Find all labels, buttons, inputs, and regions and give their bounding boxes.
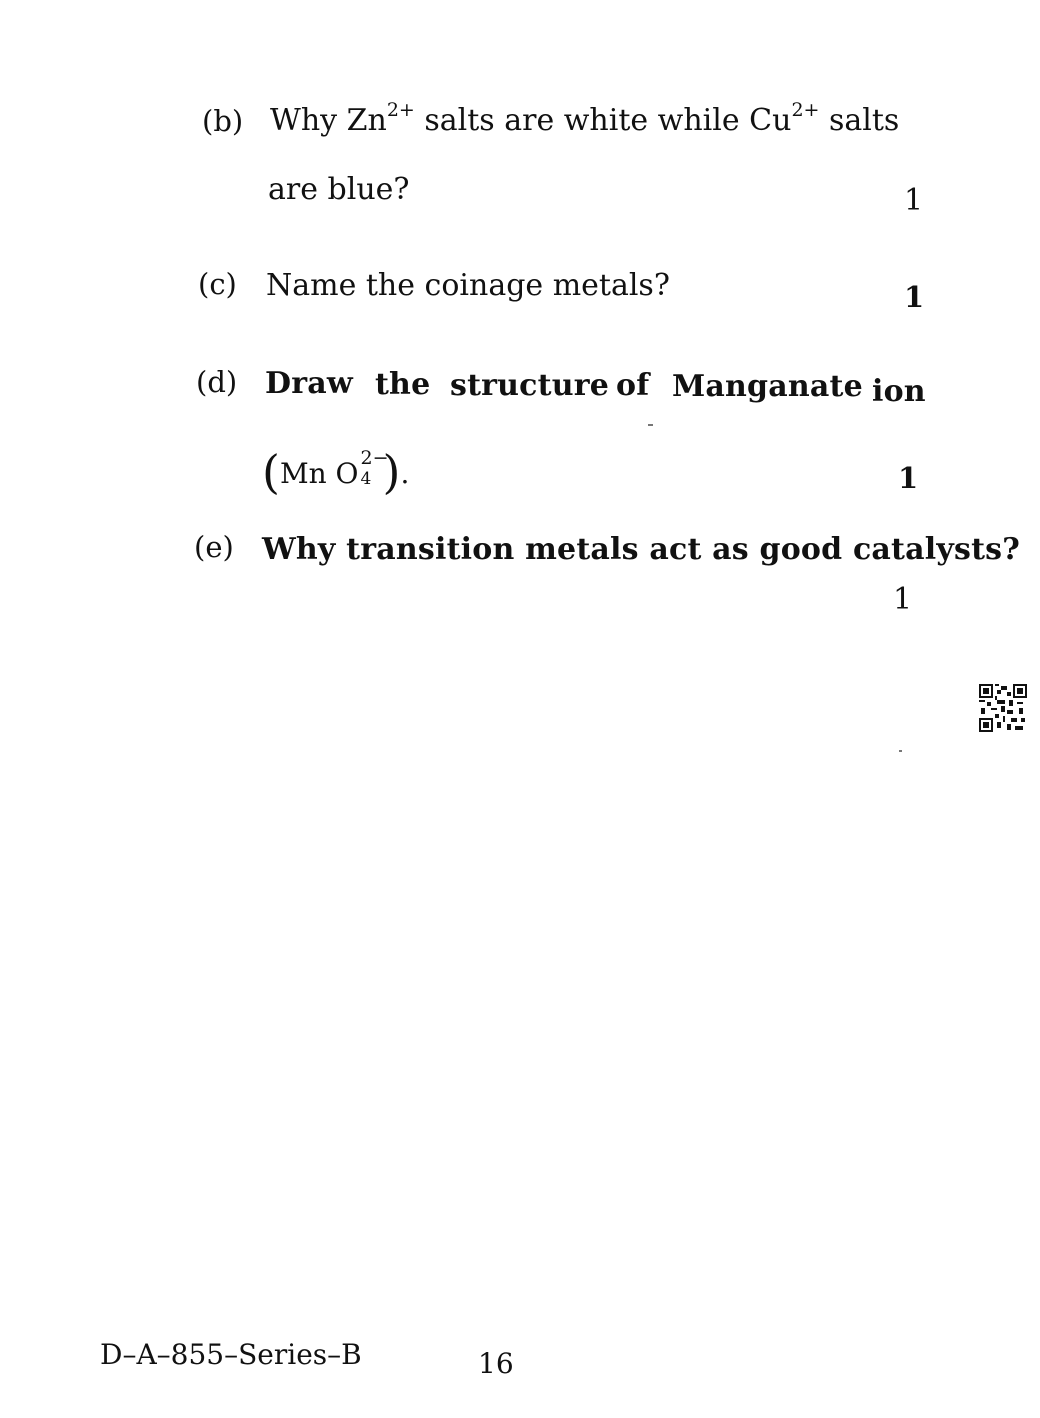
formula-charge: 2− — [360, 447, 389, 469]
copper-ion-charge: 2+ — [791, 99, 820, 121]
qr-code-icon — [979, 684, 1027, 732]
question-marks: 1 — [893, 582, 913, 617]
formula-base: Mn O — [279, 457, 359, 490]
formula-indices — [359, 447, 389, 489]
question-text-line2: are blue? — [268, 172, 410, 207]
question-marks: 1 — [898, 461, 919, 495]
zinc-ion-charge: 2+ — [386, 99, 415, 121]
question-text: Why transition metals act as good catalysts? — [262, 532, 1020, 567]
question-marks: 1 — [904, 183, 924, 218]
scan-speck — [899, 750, 902, 752]
question-label: (b) — [202, 104, 244, 138]
question-word: of — [616, 368, 650, 403]
text-segment: salts — [819, 103, 900, 138]
question-text-line1 — [270, 99, 900, 138]
question-label: (e) — [194, 530, 234, 564]
question-label: (d) — [196, 365, 238, 399]
scan-speck — [648, 424, 653, 426]
question-label: (c) — [198, 267, 237, 301]
page-number: 16 — [478, 1347, 514, 1380]
text-segment: salts are white while Cu — [414, 103, 792, 138]
question-text: Name the coinage metals? — [266, 268, 670, 303]
text-segment: Why Zn — [270, 103, 387, 138]
formula-close-paren: ) — [382, 445, 401, 499]
formula-period: . — [400, 457, 410, 490]
formula-open-paren: ( — [262, 445, 280, 499]
paper-code: D–A–855–Series–B — [100, 1338, 362, 1371]
question-word: structure — [450, 368, 609, 403]
question-word: Manganate — [672, 369, 863, 404]
question-word: ion — [872, 374, 926, 409]
question-marks: 1 — [904, 280, 925, 314]
formula-subscript: 4 — [360, 469, 372, 489]
manganate-formula — [262, 440, 410, 499]
question-word: the — [375, 367, 431, 402]
question-word: Draw — [265, 366, 353, 401]
